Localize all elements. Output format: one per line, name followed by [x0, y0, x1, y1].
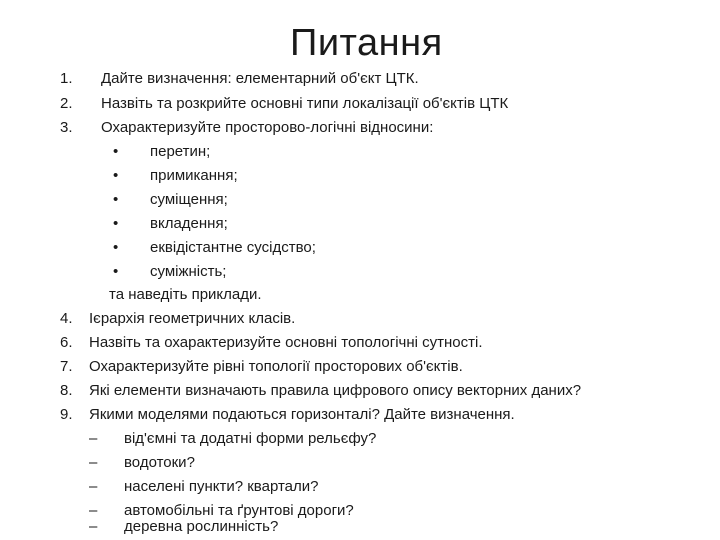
bullet-text: еквідістантне сусідство; — [150, 239, 316, 256]
dash-text: автомобільні та ґрунтові дороги? — [124, 502, 354, 519]
bullet-text: примикання; — [150, 167, 238, 184]
item-number: 7. — [60, 358, 73, 375]
dash-text: населені пункти? квартали? — [124, 478, 319, 495]
item-number: 9. — [60, 406, 73, 423]
item-number: 4. — [60, 310, 73, 327]
dash-text: водотоки? — [124, 454, 195, 471]
item-text: Назвіть та охарактеризуйте основні топологічні сутності. — [89, 334, 483, 351]
item-number: 3. — [60, 119, 73, 136]
dash-text: від'ємні та додатні форми рельєфу? — [124, 430, 377, 447]
dash-marker: – — [89, 478, 98, 495]
dash-marker: – — [89, 430, 98, 447]
item-text: Ієрархія геометричних класів. — [89, 310, 296, 327]
bullet-text: вкладення; — [150, 215, 228, 232]
bullet-marker: • — [113, 143, 119, 160]
item-text: Охарактеризуйте просторово-логічні відносини: — [101, 119, 434, 136]
item-text: Які елементи визначають правила цифрового опису векторних даних? — [89, 382, 582, 399]
item-text: Якими моделями подаються горизонталі? Дайте визначення. — [89, 406, 515, 423]
continuation-text: та наведіть приклади. — [109, 286, 262, 303]
bullet-marker: • — [113, 263, 119, 280]
bullet-text: суміжність; — [150, 263, 227, 280]
dash-marker: – — [89, 502, 98, 519]
bullet-marker: • — [113, 215, 119, 232]
bullet-text: суміщення; — [150, 191, 228, 208]
item-text: Охарактеризуйте рівні топології просторових об'єктів. — [89, 358, 463, 375]
item-number: 6. — [60, 334, 73, 351]
item-number: 1. — [60, 70, 73, 87]
dash-marker: – — [89, 518, 98, 535]
item-number: 2. — [60, 95, 73, 112]
bullet-marker: • — [113, 191, 119, 208]
dash-marker: – — [89, 454, 98, 471]
slide-title: Питання — [290, 22, 443, 64]
bullet-marker: • — [113, 239, 119, 256]
item-text: Назвіть та розкрийте основні типи локалізації об'єктів ЦТК — [101, 95, 509, 112]
bullet-text: перетин; — [150, 143, 211, 160]
item-text: Дайте визначення: елементарний об'єкт ЦТК. — [101, 70, 419, 87]
item-number: 8. — [60, 382, 73, 399]
dash-text: деревна рослинність? — [124, 518, 279, 535]
bullet-marker: • — [113, 167, 119, 184]
